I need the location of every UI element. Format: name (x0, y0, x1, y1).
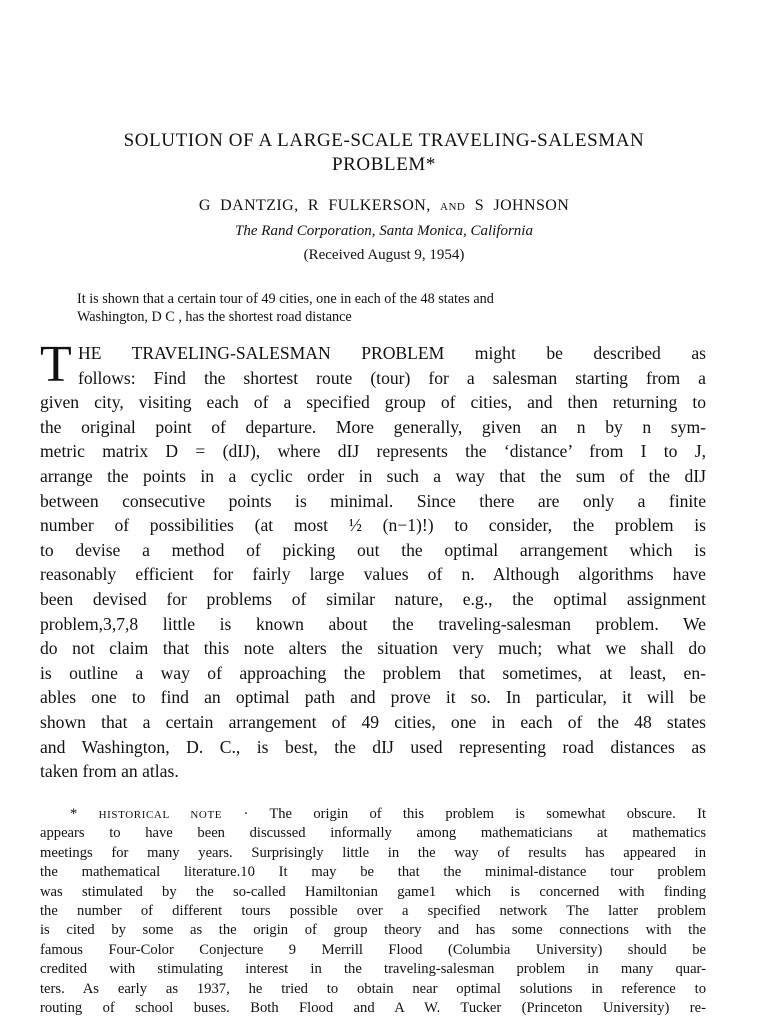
body-line: ables one to find an optimal path and prove it so. In particular, it will be (40, 687, 706, 708)
received-date: (Received August 9, 1954) (303, 247, 465, 263)
body-line: do not claim that this note alters the situation very much; what we shall do (40, 638, 706, 659)
affiliation: The Rand Corporation, Santa Monica, California (235, 223, 533, 239)
note-line: credited with stimulating interest in the traveling-salesman problem in many quar- (40, 961, 706, 978)
note-line: routing of school buses. Both Flood and A W. Tucker (Princeton University) re- (40, 999, 706, 1016)
body-line: and Washington, D. C., is best, the dIJ used representing road distances as (40, 736, 706, 757)
body-line: HE TRAVELING-SALESMAN PROBLEM might be described as (78, 343, 706, 363)
drop-cap: T (40, 336, 72, 393)
historical-note-label: HISTORICAL NOTE (98, 809, 223, 821)
body-line: taken from an atlas. (40, 761, 179, 782)
body-line: is outline a way of approaching the problem that sometimes, at least, en- (40, 662, 706, 683)
note-text: · The origin of this problem is somewhat obscure. It (243, 806, 707, 822)
body-line: reasonably efficient for fairly large values of n. Although algorithms have (40, 564, 706, 585)
paper-title-line-2: PROBLEM* (331, 154, 437, 175)
paper-title (40, 129, 728, 177)
body-line: arrange the points in a cyclic order in such a way that the sum of the dIJ (40, 465, 706, 486)
body-line: metric matrix D = (dIJ), where dIJ represents the ‘distance’ from I to J, (40, 441, 706, 462)
historical-note (40, 805, 706, 1018)
body-line: number of possibilities (at most ½ (n−1)!) to consider, the problem is (40, 515, 706, 536)
author-johnson: S JOHNSON (474, 197, 570, 214)
authors-conjunction: AND (440, 201, 466, 213)
body-line: between consecutive points is minimal. Since there are only a finite (40, 490, 706, 511)
body-line: follows: Find the shortest route (tour) for a salesman starting from a (78, 367, 706, 388)
abstract-line: Washington, D C , has the shortest road distance (77, 309, 352, 325)
body-line: shown that a certain arrangement of 49 cities, one in each of the 48 states (40, 711, 706, 732)
body-line: problem,3,7,8 little is known about the traveling-salesman problem. We (40, 613, 706, 634)
note-line: ters. As early as 1937, he tried to obtain near optimal solutions in reference to (40, 980, 706, 997)
body-line: given city, visiting each of a specified group of cities, and then returning to (40, 392, 706, 413)
note-line: appears to have been discussed informally among mathematicians at mathematics (40, 825, 706, 842)
note-line (40, 805, 706, 824)
abstract-line: It is shown that a certain tour of 49 cities, one in each of the 48 states and (77, 291, 494, 307)
body-paragraph (40, 336, 706, 784)
footnote-marker: * (70, 806, 99, 822)
paper-title-line-1: SOLUTION OF A LARGE-SCALE TRAVELING-SALESMAN (123, 130, 645, 151)
note-line: famous Four-Color Conjecture 9 Merrill Flood (Columbia University) should be (40, 941, 706, 958)
note-line: was stimulated by the so-called Hamiltonian game1 which is concerned with finding (40, 883, 706, 900)
abstract (77, 290, 697, 326)
note-line: the number of different tours possible over a specified network The latter problem (40, 902, 706, 919)
author-dantzig: G DANTZIG, (198, 197, 299, 214)
authors-line (40, 196, 728, 217)
body-line: to devise a method of picking out the optimal arrangement which is (40, 539, 706, 560)
author-fulkerson: R FULKERSON, (307, 197, 431, 214)
body-line: been devised for problems of similar nature, e.g., the optimal assignment (40, 588, 706, 609)
note-line: the mathematical literature.10 It may be that the minimal-distance tour problem (40, 864, 706, 881)
note-line: is cited by some as the origin of group theory and has some connections with the (40, 922, 706, 939)
note-line: meetings for many years. Surprisingly little in the way of results has appeared in (40, 844, 706, 861)
body-line: the original point of departure. More generally, given an n by n sym- (40, 416, 706, 437)
